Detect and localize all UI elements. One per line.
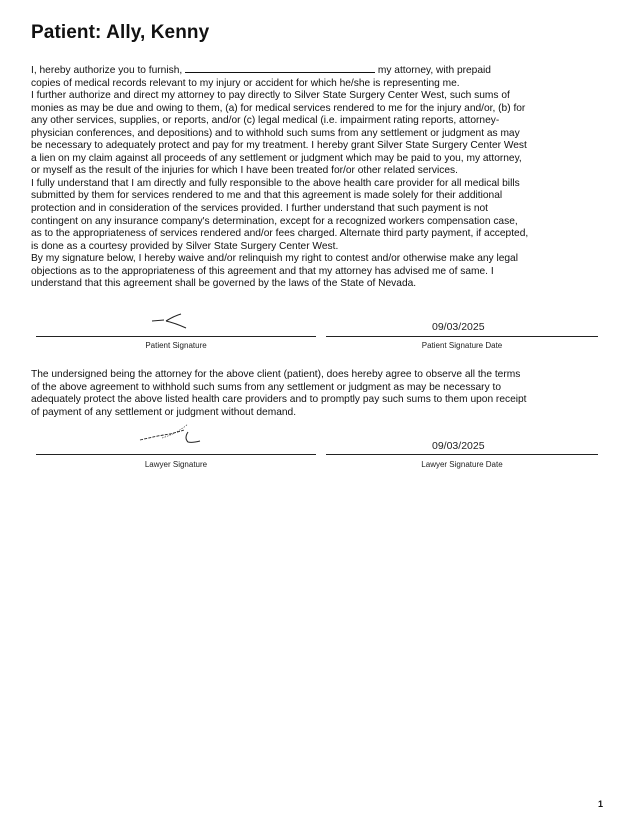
patient-date-caption: Patient Signature Date (421, 341, 503, 350)
lawyer-date-line[interactable] (326, 454, 598, 455)
patient-signature-image (148, 308, 193, 332)
patient-date-line[interactable] (326, 336, 598, 337)
patient-signature-caption: Patient Signature (145, 341, 207, 350)
lawyer-date-caption: Lawyer Signature Date (421, 460, 503, 469)
authorization-intro-end: my attorney, with prepaid (377, 65, 491, 76)
authorization-intro: I, hereby authorize you to furnish, (31, 65, 183, 76)
lawyer-statement: The undersigned being the attorney for the above client (patient), does hereby agree to observe all the terms of the above agreement to withhold such sums from any settlement or judgment as may be necessary to adequately protect the above listed health care providers and to promptly pay such sums to them upon receipt of payment of any settlement or judgment without demand. (31, 369, 527, 418)
patient-signature-line[interactable] (36, 336, 316, 337)
authorization-text (31, 63, 601, 291)
lawyer-signature-line[interactable] (36, 454, 316, 455)
lawyer-signature-caption: Lawyer Signature (144, 460, 208, 469)
lawyer-signature-date: 09/03/2025 (432, 440, 485, 452)
lawyer-signature-image (136, 416, 206, 446)
attorney-name-blank[interactable] (185, 63, 375, 73)
page-title: Patient: Ally, Kenny (31, 22, 210, 43)
authorization-paragraph: copies of medical records relevant to my injury or accident for which he/she is representing me. I further authorize and direct my attorney to pay directly to Silver State Surgery Center West, such sums of monies as may be due and owing to them, (a) for medical services rendered to me for the injury and/or, (b) for any other services, supplies, or reports, and/or (c) legal medical (i.e. impairment rating reports, attorney- physician conferences, and depositions) and to withhold such sums from any settlement or judgment as may be necessary to adequately protect and pay for my treatment. I hereby grant Silver State Surgery Center West a lien on my claim against all proceeds of any settlement or judgment which may be paid to you, my attorney, or myself as the result of the injuries for which I have been treated for/or other related services. I fully understand that I am directly and fully responsible to the above health care provider for all medical bills submitted by them for services rendered to me and that this agreement is made solely for their additional protection and in consideration of the services provided. I further understand that such payment is not contingent on any insurance company's determination, except for a recognized workers compensation case, as to the appropriateness of services rendered and/or fees charged. Alternate third party payment, if accepted, is done as a courtesy provided by Silver State Surgery Center West. By my signature below, I hereby waive and/or relinquish my right to contest and/or otherwise make any legal objections as to the appropriateness of this agreement and that my attorney has advised me of same. I understand that this agreement shall be governed by the laws of the State of Nevada. (31, 77, 529, 290)
page-number: 1 (597, 799, 603, 809)
patient-signature-date: 09/03/2025 (432, 321, 485, 333)
